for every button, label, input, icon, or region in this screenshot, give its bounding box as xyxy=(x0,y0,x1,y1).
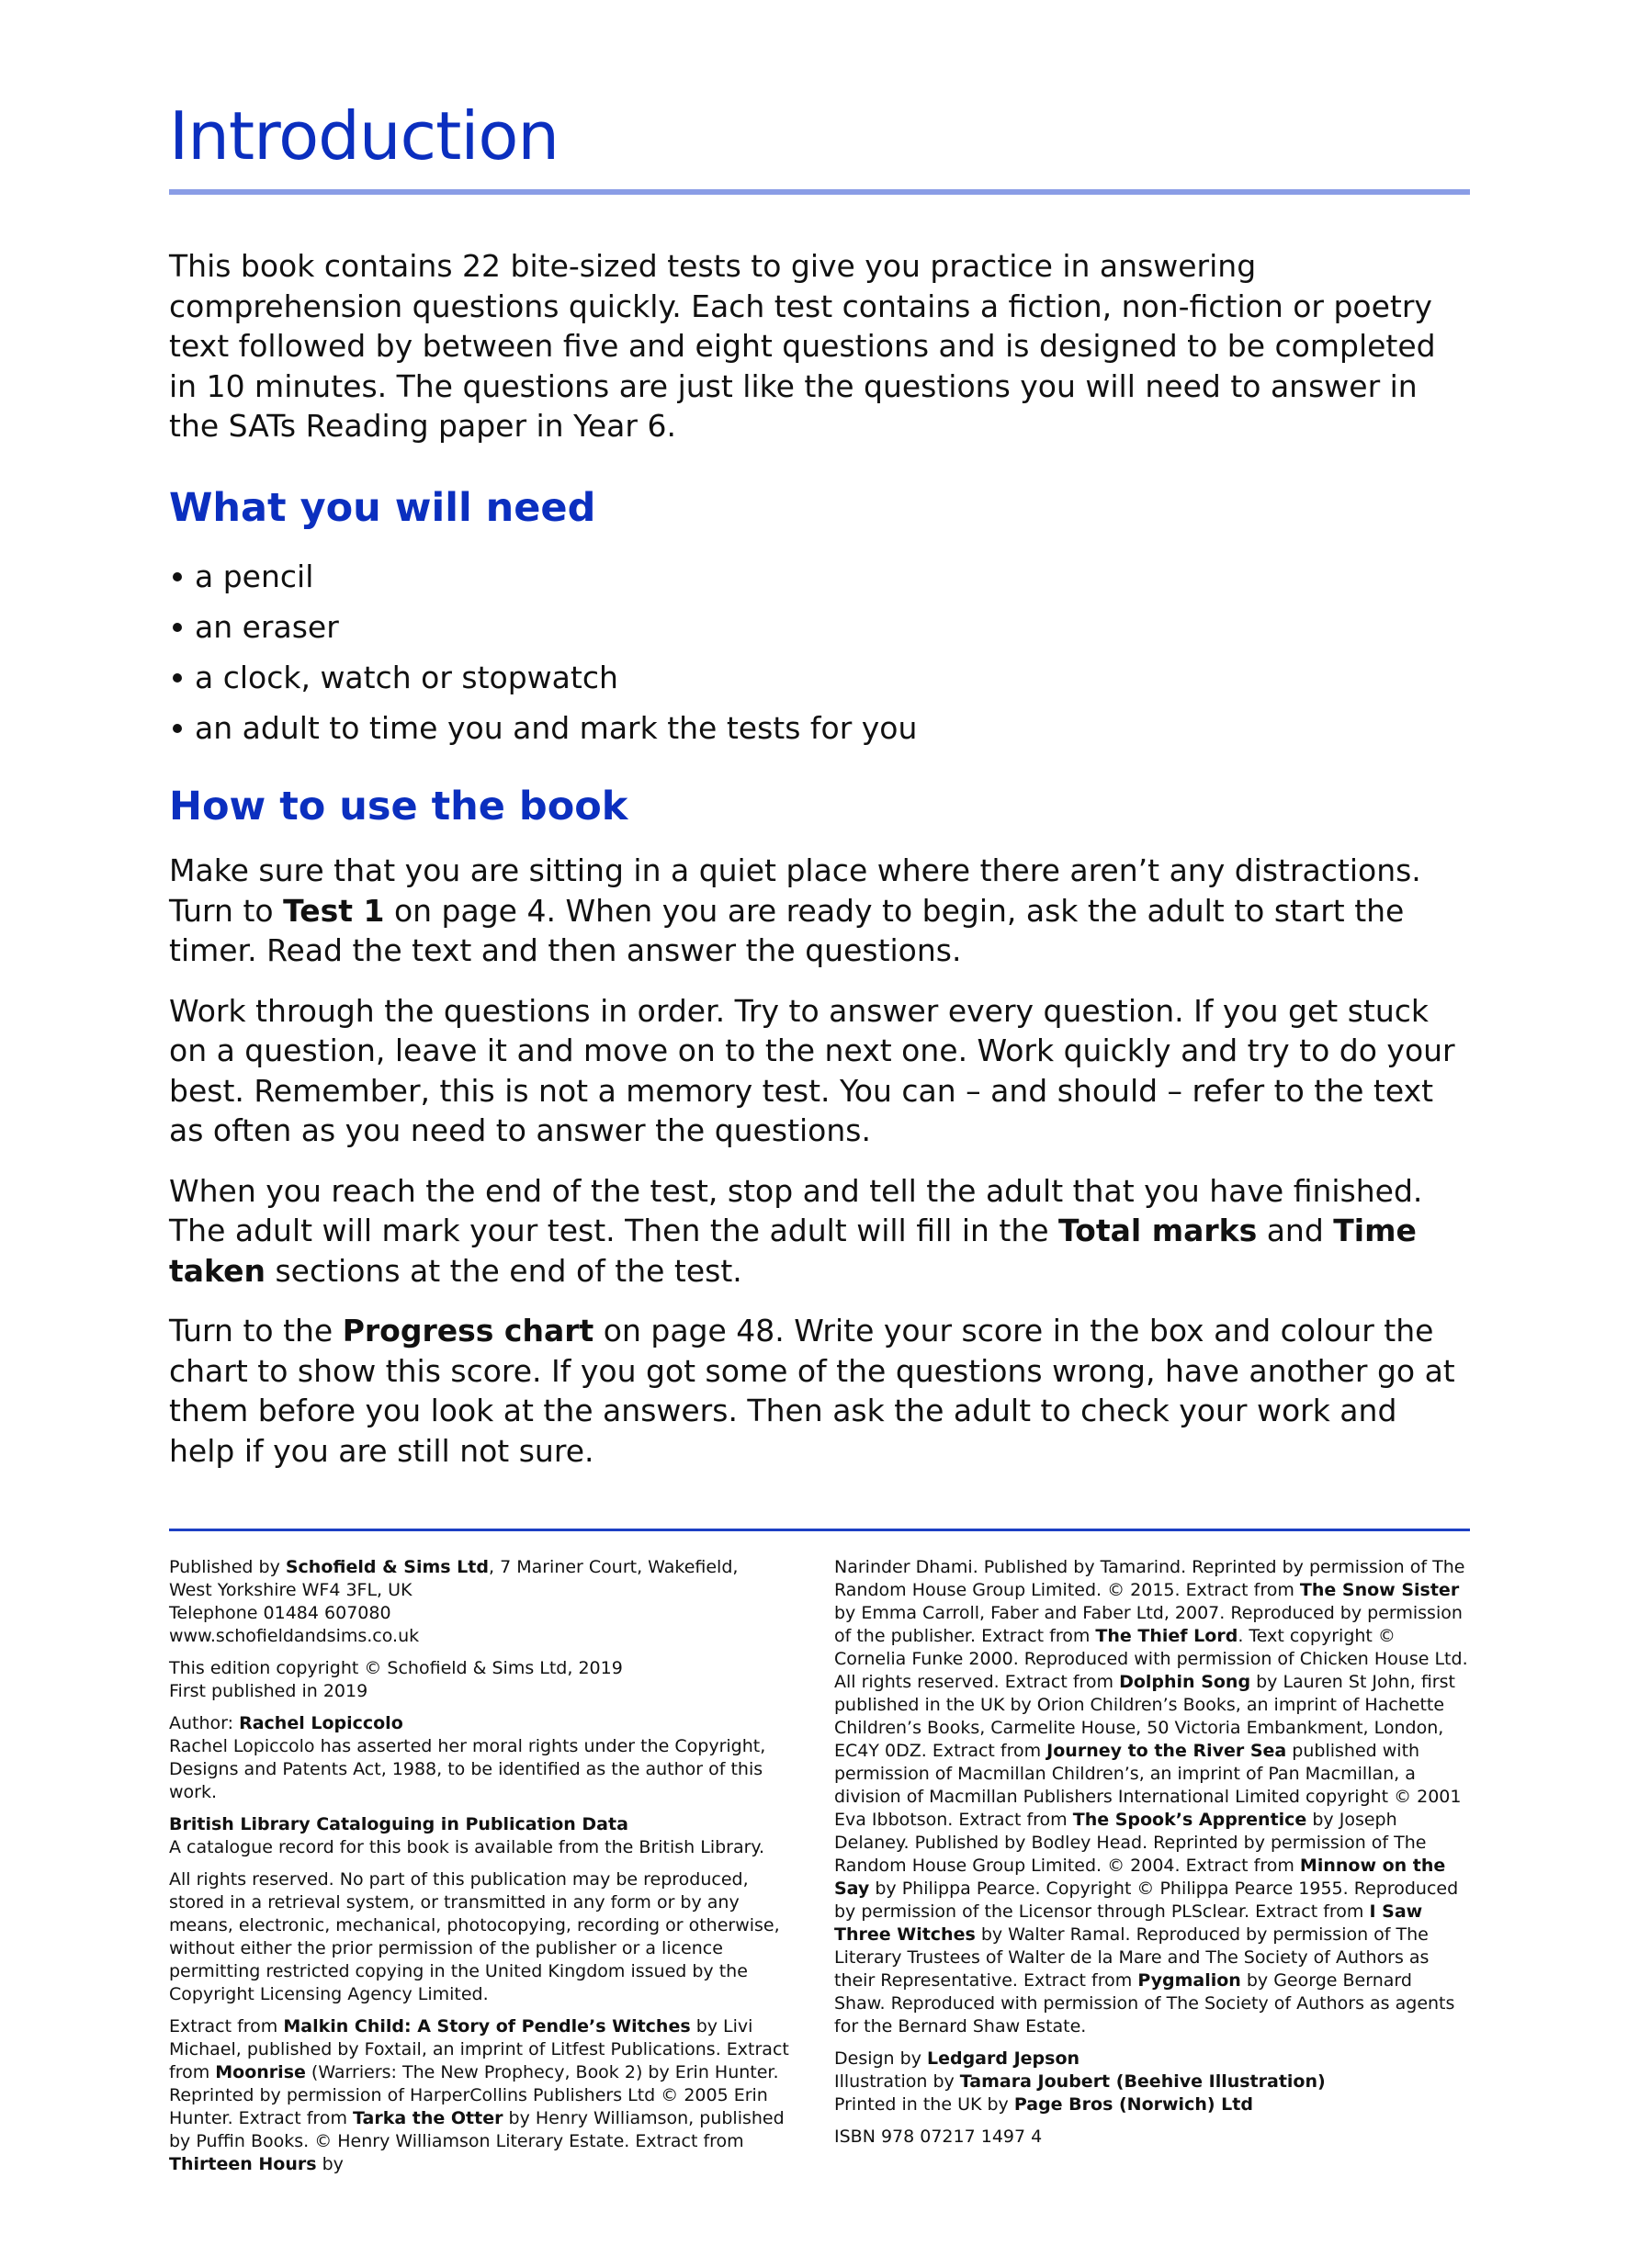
list-item: a pencil xyxy=(169,551,917,602)
publisher-info: Published by Schofield & Sims Ltd, 7 Mariner Court, Wakefield, West Yorkshire WF4 3FL, UK Telephone 01484 607080 www.schofieldandsims.co.uk xyxy=(169,1557,739,1646)
title-divider xyxy=(169,189,1470,195)
isbn: ISBN 978 07217 1497 4 xyxy=(834,2127,1043,2147)
imprint-left-column xyxy=(169,1556,803,2185)
extract-credits-left: Extract from Malkin Child: A Story of Pendle’s Witches by Livi Michael, published by Foxtail, an imprint of Litfest Publications. Extract from Moonrise (Warriers: The New Prophecy, Book 2) by Erin Hunter. Reprinted by permission of HarperCollins Publishers Ltd © 2005 Erin Hunter. Extract from Tarka the Otter by Henry Williamson, published by Puffin Books. © Henry Williamson Literary Estate. Extract from Thirteen Hours by xyxy=(169,2016,789,2174)
book-title: Thirteen Hours xyxy=(169,2154,317,2174)
footer-divider xyxy=(169,1529,1470,1531)
bullet-icon xyxy=(173,572,182,581)
how-paragraph-4: Turn to the Progress chart on page 48. Write your score in the box and colour the chart to show this score. If you got some of the questions wrong, have another go at them before you look at the answers. Then ask the adult to check your work and help if you are still not sure. xyxy=(169,1313,1455,1469)
book-title: I Saw Three Witches xyxy=(834,1901,1423,1945)
how-paragraph-1: Make sure that you are sitting in a quiet place where there aren’t any distractions. Turn to Test 1 on page 4. When you are ready to begin, ask the adult to start the timer. Read the text and then answer the questions. xyxy=(169,852,1421,968)
how-paragraph-2: Work through the questions in order. Try to answer every question. If you get stuck on a question, leave it and move on to the next one. Work quickly and try to do your best. Remember, this is not a memory test. You can – and should – refer to the text as often as you need to answer the questions. xyxy=(169,992,1455,1148)
list-item: a clock, watch or stopwatch xyxy=(169,652,917,703)
bullet-icon xyxy=(173,724,182,733)
intro-paragraph: This book contains 22 bite-sized tests to give you practice in answering comprehension questions quickly. Each test contains a fiction, non-fiction or poetry text followed by between five and eight questions and is designed to be completed in 10 minutes. The questions are just like the questions you will need to answer in the SATs Reading paper in Year 6. xyxy=(169,248,1436,444)
book-title: Dolphin Song xyxy=(1119,1672,1251,1692)
how-to-use-heading: How to use the book xyxy=(169,784,628,829)
website-link: www.schofieldandsims.co.uk xyxy=(169,1626,420,1646)
british-library-info: British Library Cataloguing in Publication Data A catalogue record for this book is available from the British Library. xyxy=(169,1814,765,1857)
book-title: Minnow on the Say xyxy=(834,1856,1446,1899)
book-title: The Thief Lord xyxy=(1095,1626,1238,1646)
book-title: Pygmalion xyxy=(1137,1970,1241,1991)
book-title: Tarka the Otter xyxy=(353,2108,503,2128)
copyright-info: This edition copyright © Schofield & Sims Ltd, 2019 First published in 2019 xyxy=(169,1658,623,1701)
rights-reserved: All rights reserved. No part of this publication may be reproduced, stored in a retrieval system, or transmitted in any form or by any means, electronic, mechanical, photocopying, recording or otherwise, without either the prior permission of the publisher or a licence permitting restricted copying in the United Kingdom issued by the Copyright Licensing Agency Limited. xyxy=(169,1869,780,2004)
list-item: an eraser xyxy=(169,602,917,652)
author-info: Author: Rachel Lopiccolo Rachel Lopiccolo has asserted her moral rights under the Copyright, Designs and Patents Act, 1988, to be identified as the author of this work. xyxy=(169,1713,766,1802)
book-title: Malkin Child: A Story of Pendle’s Witches xyxy=(283,2016,691,2037)
needs-list xyxy=(169,551,917,753)
extract-credits-right: Narinder Dhami. Published by Tamarind. Reprinted by permission of The Random House Group Limited. © 2015. Extract from The Snow Sister by Emma Carroll, Faber and Faber Ltd, 2007. Reproduced by permission of the publisher. Extract from The Thief Lord. Text copyright © Cornelia Funke 2000. Reproduced with permission of Chicken House Ltd. All rights reserved. Extract from Dolphin Song by Lauren St John, first published in the UK by Orion Children’s Books, an imprint of Hachette Children’s Books, Carmelite House, 50 Victoria Embankment, London, EC4Y 0DZ. Extract from Journey to the River Sea published with permission of Macmillan Children’s, an imprint of Pan Macmillan, a division of Macmillan Publishers International Limited copyright © 2001 Eva Ibbotson. Extract from The Spook’s Apprentice by Joseph Delaney. Published by Bodley Head. Reprinted by permission of The Random House Group Limited. © 2004. Extract from Minnow on the Say by Philippa Pearce. Copyright © Philippa Pearce 1955. Reproduced by permission of the Licensor through PLSclear. Extract from I Saw Three Witches by Walter Ramal. Reproduced by permission of The Literary Trustees of Walter de la Mare and The Society of Authors as their Representative. Extract from Pygmalion by George Bernard Shaw. Reproduced with permission of The Society of Authors as agents for the Bernard Shaw Estate. xyxy=(834,1557,1468,2037)
page-title: Introduction xyxy=(169,97,560,175)
book-title: The Snow Sister xyxy=(1299,1580,1460,1600)
how-paragraph-3: When you reach the end of the test, stop and tell the adult that you have finished. The adult will mark your test. Then the adult will fill in the Total marks and Time taken sections at the end of the test. xyxy=(169,1172,1423,1289)
bullet-icon xyxy=(173,673,182,683)
how-to-use-body xyxy=(169,851,1470,1491)
list-item: an adult to time you and mark the tests for you xyxy=(169,703,917,753)
bullet-icon xyxy=(173,623,182,632)
book-title: The Spook’s Apprentice xyxy=(1072,1810,1307,1830)
book-title: Journey to the River Sea xyxy=(1046,1741,1287,1761)
imprint-right-column xyxy=(834,1556,1468,2158)
production-credits: Design by Ledgard Jepson Illustration by Tamara Joubert (Beehive Illustration) Printed in the UK by Page Bros (Norwich) Ltd xyxy=(834,2048,1326,2115)
book-title: Moonrise xyxy=(215,2062,306,2082)
what-you-need-heading: What you will need xyxy=(169,485,596,531)
